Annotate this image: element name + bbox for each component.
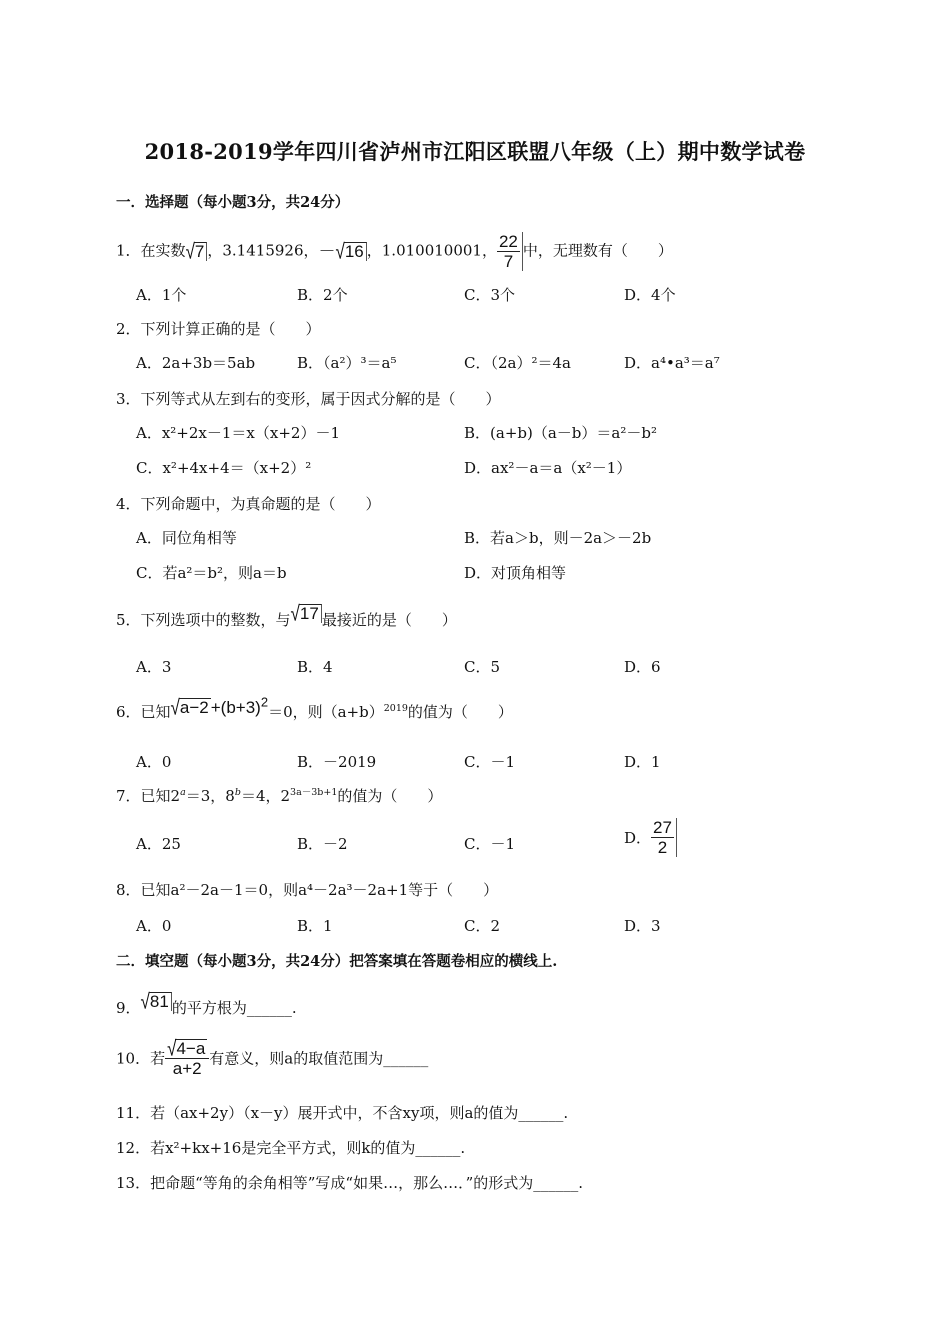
section-2-heading: 二．填空题（每小题3分，共24分）把答案填在答题卷相应的横线上. — [116, 953, 558, 970]
q3-option-d: D．ax²－a＝a（x²－1） — [464, 459, 632, 477]
q7-option-c: C．－1 — [464, 835, 516, 853]
question-13: 13．把命题“等角的余角相等”写成“如果…，那么…．”的形式为______. — [116, 1174, 584, 1192]
section-1-heading: 一．选择题（每小题3分，共24分） — [116, 194, 350, 211]
question-5: 5．下列选项中的整数，与√17 最接近的是（ ） — [116, 601, 457, 629]
sqrt-81: √81 — [141, 992, 172, 1011]
q2-option-d-formula: a⁴•a³＝a⁷ — [651, 354, 720, 372]
sqrt-7: √7 — [186, 242, 208, 261]
q8-option-d: D．3 — [624, 917, 661, 935]
fraction-27-2: $\frac{27}{2}$ — [651, 818, 677, 857]
question-1-sep2: ，1.010010001， — [366, 241, 497, 260]
q8-option-b: B．1 — [297, 917, 333, 935]
q2-option-c: C．（2a）²＝4a — [464, 354, 571, 372]
q4-option-d: D．对顶角相等 — [464, 564, 567, 582]
q8-option-c: C．2 — [464, 917, 501, 935]
q7-option-a: A．25 — [136, 835, 181, 853]
q7-option-d: D． $\frac{27}{2}$ — [624, 818, 677, 857]
question-2: 2．下列计算正确的是（ ） — [116, 320, 321, 338]
question-4: 4．下列命题中，为真命题的是（ ） — [116, 495, 381, 513]
q5-option-c: C．5 — [464, 658, 501, 676]
q7-option-b: B．－2 — [297, 835, 348, 853]
question-9: 9．√81 的平方根为______. — [116, 989, 297, 1017]
q1-option-c: C．3个 — [464, 286, 516, 304]
q3-option-a: A．x²+2x－1＝x（x+2）－1 — [136, 424, 340, 442]
question-1-prefix: 在实数 — [140, 241, 186, 260]
q6-option-c: C．－1 — [464, 753, 516, 771]
fraction-sqrt-expression: $\frac{√4-a}{a+2}$ — [165, 1038, 209, 1078]
q2-option-a: A．2a+3b＝5ab — [136, 354, 256, 372]
q6-option-b: B．－2019 — [297, 753, 377, 771]
q5-option-b: B．4 — [297, 658, 333, 676]
q6-option-d: D．1 — [624, 753, 661, 771]
q2-option-b-formula: （a²）³＝a⁵ — [323, 354, 397, 372]
fraction-22-7: $\frac{22}{7}$ — [497, 232, 523, 271]
question-1-number: 1． — [116, 241, 141, 260]
question-1-suffix: 中，无理数有（ ） — [522, 241, 673, 260]
question-10: 10．若 $\frac{√4-a}{a+2}$ 有意义，则a的取值范围为______ — [116, 1036, 429, 1079]
sqrt-expression: $√a-2 +(b+3)^2$ — [170, 694, 269, 720]
q1-option-d: D．4个 — [624, 286, 676, 304]
q2-option-c-formula: （2a）²＝4a — [490, 354, 571, 372]
exam-title: 2018-2019学年四川省泸州市江阳区联盟八年级（上）期中数学试卷 — [144, 139, 806, 164]
question-6: 6．已知$√a-2 +(b+3)^2=0$，则$(a+b)^{2019}$的值为（ ） — [116, 694, 513, 721]
q2-option-a-formula: 2a+3b＝5ab — [161, 354, 256, 372]
q4-option-c: C．若a²＝b²，则a＝b — [136, 564, 287, 582]
q2-option-d: D．a⁴•a³＝a⁷ — [624, 354, 720, 372]
neg-sqrt-16: －√16 — [319, 242, 367, 261]
question-12: 12．若x²+kx+16是完全平方式，则k的值为______. — [116, 1139, 466, 1157]
q5-option-a: A．3 — [136, 658, 172, 676]
question-7: 7．已知$2^a=3$，$8^b=4$，$2^{3a-3b+1}$的值为（ ） — [116, 787, 443, 805]
q1-option-b: B．2个 — [297, 286, 348, 304]
q3-option-b: B．(a+b)（a－b）＝a²－b² — [464, 424, 657, 442]
question-11: 11．若（ax+2y）（x－y）展开式中，不含xy项，则a的值为______. — [116, 1104, 569, 1122]
question-1 — [116, 232, 673, 271]
q1-option-a: A．1个 — [136, 286, 187, 304]
q8-option-a: A．0 — [136, 917, 172, 935]
q6-option-a: A．0 — [136, 753, 172, 771]
question-8: 8．已知a²－2a－1＝0，则a⁴－2a³－2a+1等于（ ） — [116, 881, 499, 899]
question-1-sep1: ，3.1415926， — [207, 241, 319, 260]
question-3: 3．下列等式从左到右的变形，属于因式分解的是（ ） — [116, 390, 501, 408]
q4-option-b: B．若a＞b，则－2a＞－2b — [464, 529, 652, 547]
sqrt-17: √17 — [291, 604, 322, 623]
q3-option-c: C．x²+4x+4＝（x+2）² — [136, 459, 312, 477]
q2-option-b: B．（a²）³＝a⁵ — [297, 354, 397, 372]
q5-option-d: D．6 — [624, 658, 661, 676]
q4-option-a: A．同位角相等 — [136, 529, 237, 547]
